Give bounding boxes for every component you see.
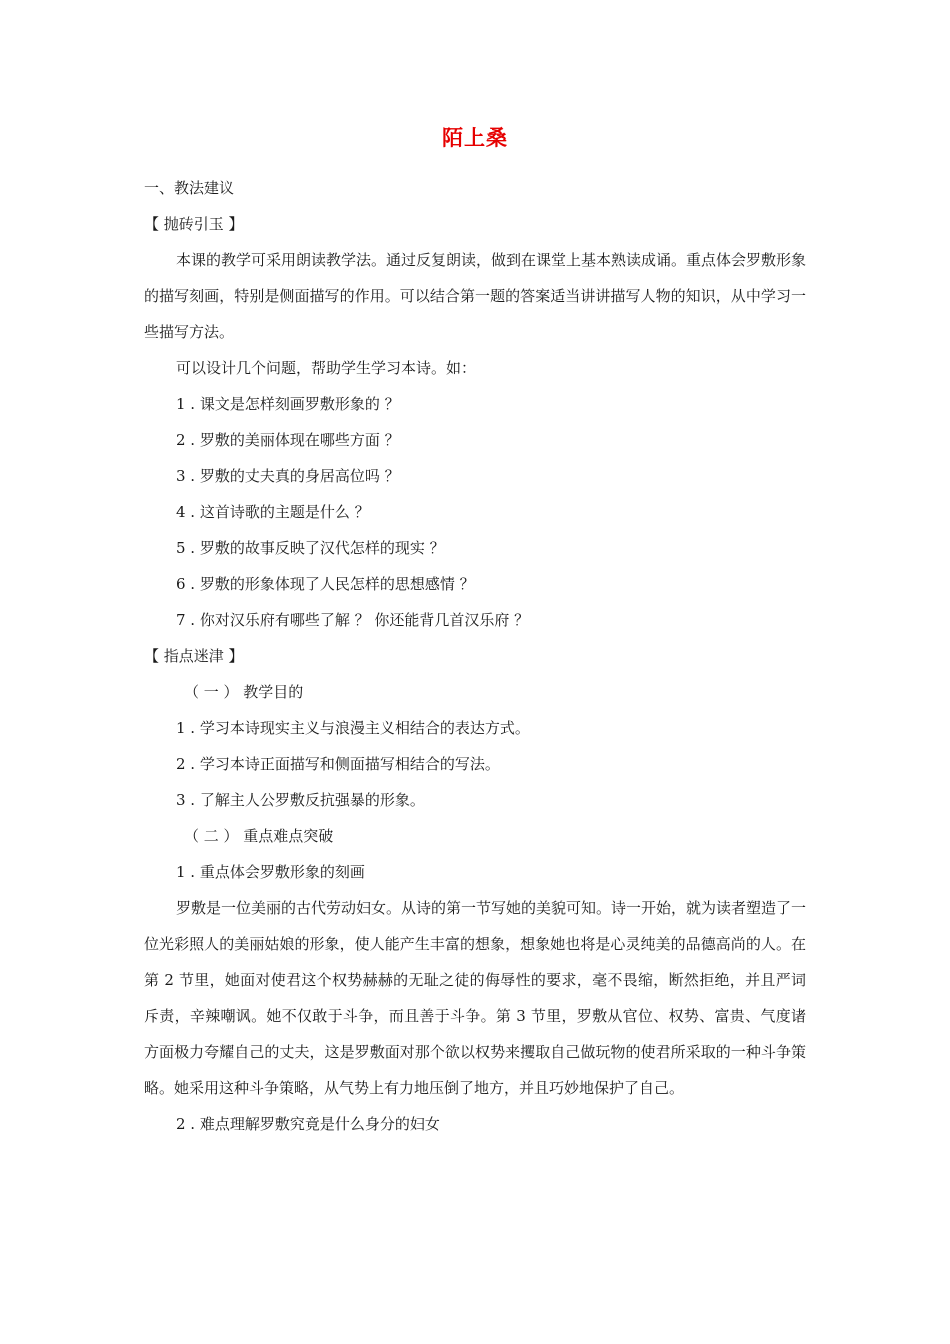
subsection-heading: （ 一 ） 教学目的 bbox=[184, 683, 304, 701]
list-item: 3 . 罗敷的丈夫真的身居高位吗 ？ bbox=[176, 467, 400, 485]
list-item: 7 . 你对汉乐府有哪些了解 ？ 你还能背几首汉乐府 ？ bbox=[176, 611, 530, 629]
list-item: 2 . 学习本诗正面描写和侧面描写相结合的写法。 bbox=[176, 755, 500, 773]
subsection-heading: 【 指点迷津 】 bbox=[144, 647, 244, 665]
goal-list bbox=[144, 710, 806, 818]
list-item: 6 . 罗敷的形象体现了人民怎样的思想感情 ？ bbox=[176, 575, 475, 593]
list-item: 1 . 重点体会罗敷形象的刻画 bbox=[176, 863, 365, 881]
list-item: 1 . 学习本诗现实主义与浪漫主义相结合的表达方式。 bbox=[176, 719, 530, 737]
paragraph: 罗敷是一位美丽的古代劳动妇女。从诗的第一节写她的美貌可知。诗一开始，就为读者塑造了一位光彩照人的美丽姑娘的形象，使人能产生丰富的想象，想象她也将是心灵纯美的品德高尚的人。在第 2 节里，她面对使君这个权势赫赫的无耻之徒的侮辱性的要求，毫不畏缩，断然拒绝，并且严词斥责，辛辣嘲讽。她不仅敢于斗争，而且善于斗争。第 3 节里，罗敷从官位、权势、富贵、气度诸方面极力夸耀自己的丈夫，这是罗敷面对那个欲以权势来攫取自己做玩物的使君所采取的一种斗争策略。她采用这种斗争策略，从气势上有力地压倒了地方，并且巧妙地保护了自己。 bbox=[144, 899, 807, 1097]
subsection-heading: 【 抛砖引玉 】 bbox=[144, 215, 244, 233]
list-item: 1 . 课文是怎样刻画罗敷形象的 ？ bbox=[176, 395, 400, 413]
question-list bbox=[144, 386, 806, 638]
list-item: 2 . 难点理解罗敷究竟是什么身分的妇女 bbox=[176, 1115, 440, 1133]
list-item: 5 . 罗敷的故事反映了汉代怎样的现实 ？ bbox=[176, 539, 445, 557]
paragraph: 可以设计几个问题，帮助学生学习本诗。如： bbox=[176, 359, 477, 377]
section-heading: 一、教法建议 bbox=[144, 179, 235, 197]
list-item: 2 . 罗敷的美丽体现在哪些方面 ？ bbox=[176, 431, 400, 449]
list-item: 4 . 这首诗歌的主题是什么 ？ bbox=[176, 503, 370, 521]
page-title: 陌上桑 bbox=[442, 126, 508, 150]
list-item: 3 . 了解主人公罗敷反抗强暴的形象。 bbox=[176, 791, 425, 809]
subsection-heading: （ 二 ） 重点难点突破 bbox=[184, 827, 334, 845]
paragraph: 本课的教学可采用朗读教学法。通过反复朗读，做到在课堂上基本熟读成诵。重点体会罗敷形象的描写刻画，特别是侧面描写的作用。可以结合第一题的答案适当讲讲描写人物的知识，从中学习一些描写方法。 bbox=[144, 251, 807, 341]
